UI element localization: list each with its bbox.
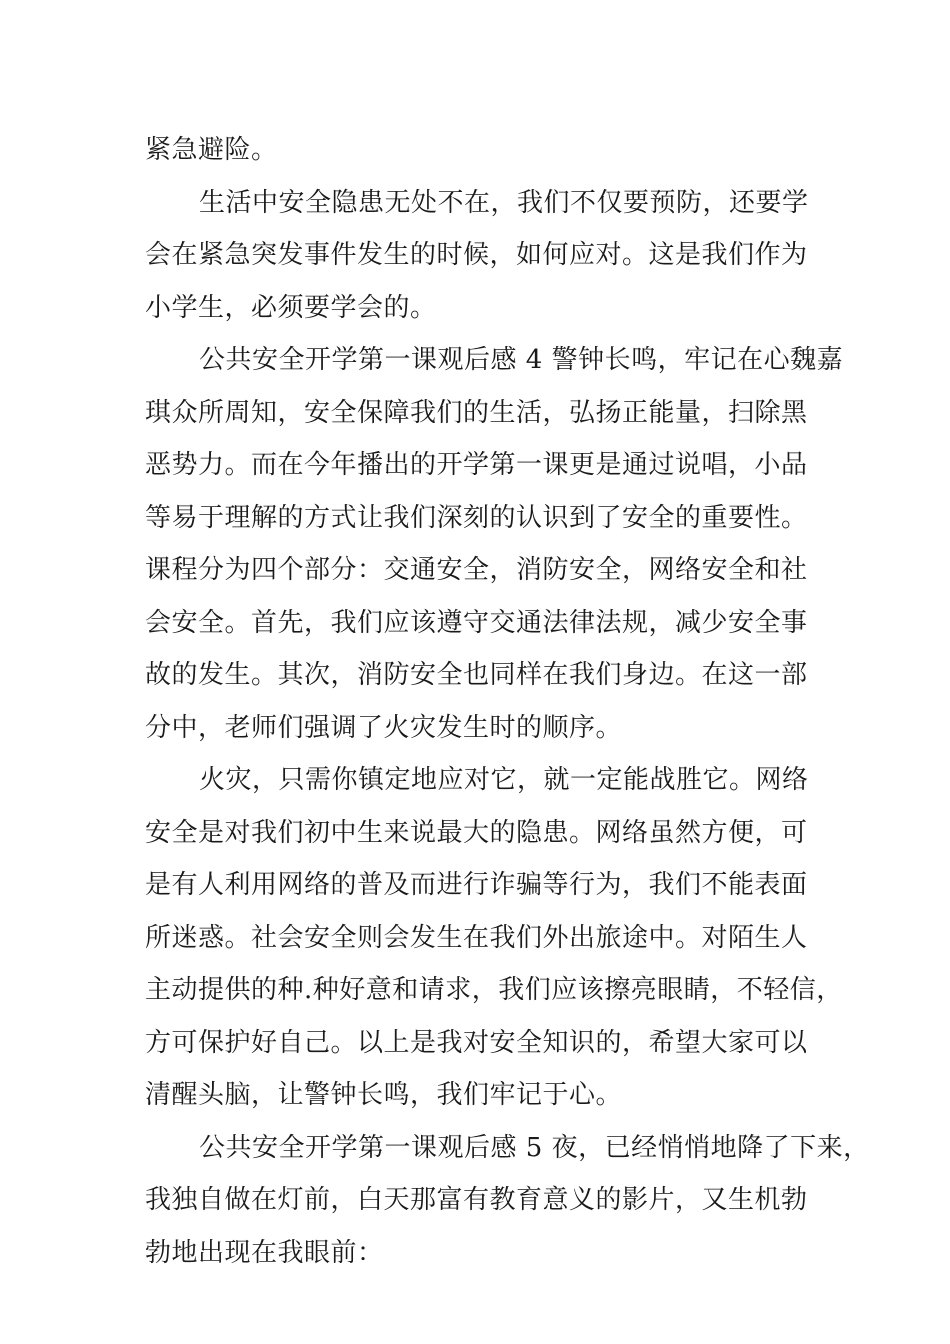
text-line: 课程分为四个部分：交通安全，消防安全，网络安全和社 [145, 555, 808, 585]
text-line: 公共安全开学第一课观后感 5 夜，已经悄悄地降了下来， [199, 1132, 870, 1163]
text-line: 公共安全开学第一课观后感 4 警钟长鸣，牢记在心魏嘉 [199, 345, 844, 375]
text-line: 勃地出现在我眼前： [145, 1237, 384, 1268]
text-line: 紧急避险。 [145, 135, 278, 165]
text-line: 主动提供的种.种好意和请求，我们应该擦亮眼睛，不轻信， [145, 975, 843, 1005]
text-line: 分中，老师们强调了火灾发生时的顺序。 [145, 712, 623, 743]
text-line: 我独自做在灯前，白天那富有教育意义的影片，又生机勃 [145, 1185, 808, 1215]
text-line: 清醒头脑，让警钟长鸣，我们牢记于心。 [145, 1080, 623, 1110]
text-line: 琪众所周知，安全保障我们的生活，弘扬正能量，扫除黑 [145, 397, 808, 428]
text-line: 会在紧急突发事件发生的时候，如何应对。这是我们作为 [145, 240, 808, 270]
text-line: 安全是对我们初中生来说最大的隐患。网络虽然方便，可 [145, 817, 808, 848]
text-line: 会安全。首先，我们应该遵守交通法律法规，减少安全事 [145, 607, 808, 638]
text-line: 故的发生。其次，消防安全也同样在我们身边。在这一部 [145, 660, 808, 690]
text-line: 所迷惑。社会安全则会发生在我们外出旅途中。对陌生人 [145, 922, 808, 953]
text-line: 生活中安全隐患无处不在，我们不仅要预防，还要学 [199, 187, 809, 218]
text-line: 火灾，只需你镇定地应对它，就一定能战胜它。网络 [199, 765, 809, 795]
text-line: 恶势力。而在今年播出的开学第一课更是通过说唱，小品 [145, 450, 808, 480]
text-line: 等易于理解的方式让我们深刻的认识到了安全的重要性。 [145, 502, 808, 533]
text-line: 小学生，必须要学会的。 [145, 292, 437, 323]
text-line: 方可保护好自己。以上是我对安全知识的，希望大家可以 [145, 1027, 808, 1058]
text-line: 是有人利用网络的普及而进行诈骗等行为，我们不能表面 [145, 870, 808, 900]
document-body [145, 124, 870, 1279]
